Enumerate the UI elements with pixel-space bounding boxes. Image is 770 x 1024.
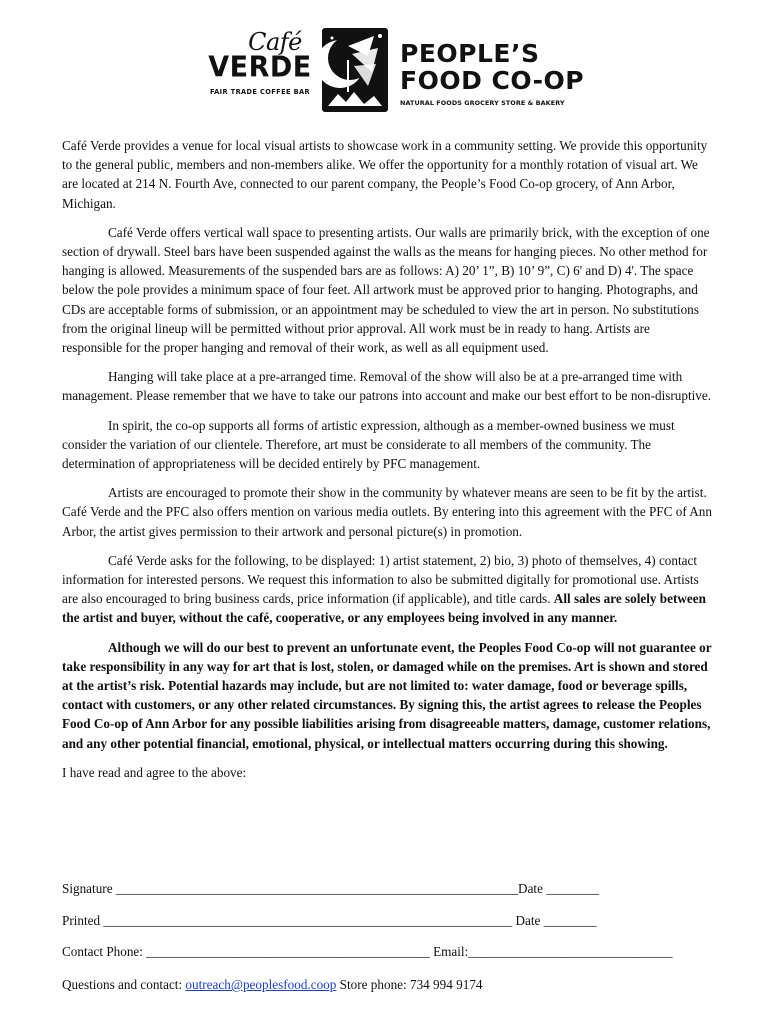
document-body bbox=[62, 136, 712, 792]
agreement-statement: I have read and agree to the above: bbox=[62, 764, 247, 780]
contact-fields[interactable]: Contact Phone: ___________________________________________ Email:_______________________________ bbox=[62, 944, 673, 959]
paragraph-appropriateness: In spirit, the co-op supports all forms of artistic expression, although as a member-owned business we must consider the variation of our clientele. Therefore, art must be considerate to all members of the community. The determination of appropriateness will be decided entirely by PFC management. bbox=[62, 417, 675, 472]
paragraph-wall-space: Café Verde offers vertical wall space to presenting artists. Our walls are primarily brick, with the exception of one section of drywall. Steel bars have been suspended against the walls as the means for hanging pieces. No other method for hanging is allowed. Measurements of the suspended bars are as follows: A) 20’ 1”, B) 10’ 9”, C) 6' and D) 4'. The space below the pole provides a minimum space of four feet. All artwork must be approved prior to hanging. Photographs, and CDs are acceptable forms of submission, or an appointment may be scheduled to view the art in person. No substitutions from the original lineup will be permitted without prior approval. All work must be in ready to hang. Artists are responsible for the proper hanging and removal of their work, as well as all equipment used. bbox=[62, 224, 710, 356]
peoples-food-coop-line1: PEOPLE’S bbox=[400, 39, 540, 68]
footer-prefix: Questions and contact: bbox=[62, 977, 186, 992]
paragraph-hanging: Hanging will take place at a pre-arranged time. Removal of the show will also be at a pre-arranged time with management. Please remember that we have to take our patrons into account and make our best effort to be non-disruptive. bbox=[62, 369, 712, 404]
peoples-food-coop-tagline: NATURAL FOODS GROCERY STORE & BAKERY bbox=[400, 99, 565, 107]
peoples-food-coop-logo bbox=[400, 39, 585, 107]
email-link[interactable]: outreach@peoplesfood.coop bbox=[185, 977, 337, 992]
cafe-verde-logo-verde: VERDE bbox=[208, 51, 312, 84]
paragraph-requirements bbox=[62, 551, 712, 628]
letterhead bbox=[200, 26, 585, 114]
printed-name-field[interactable]: Printed ______________________________________________________________ Date ________ bbox=[62, 913, 597, 928]
paragraph-promotion: Artists are encouraged to promote their show in the community by whatever means are seen to be fit by the artist. Café Verde and the PFC also offers mention on various media outlets. By entering into this agreement with the PFC of Ann Arbor, the artist gives permission to their artwork and personal picture(s) in promotion. bbox=[62, 485, 712, 539]
paragraph-intro: Café Verde provides a venue for local visual artists to showcase work in a community setting. We provide this opportunity to the general public, members and non-members alike. We offer the opportunity for a monthly rotation of visual art. We are located at 214 N. Fourth Ave, connected to our parent company, the People’s Food Co-op grocery, of Ann Arbor, Michigan. bbox=[62, 138, 708, 211]
footer-contact bbox=[62, 977, 483, 993]
store-phone: Store phone: 734 994 9174 bbox=[336, 977, 483, 992]
cafe-verde-logo-cafe: Café bbox=[248, 28, 302, 56]
sales-disclaimer: All sales are solely between the artist and buyer, without the café, cooperative, or any employees being involved in any manner. bbox=[62, 591, 706, 626]
co-op-emblem-icon bbox=[318, 26, 392, 114]
peoples-food-coop-line2: FOOD CO-OP bbox=[400, 66, 585, 95]
signature-field[interactable]: Signature _____________________________________________________________Date ________ bbox=[62, 881, 599, 896]
cafe-verde-logo bbox=[205, 30, 315, 96]
cafe-verde-tagline: FAIR TRADE COFFEE BAR bbox=[210, 88, 310, 96]
paragraph-liability: Although we will do our best to prevent an unfortunate event, the Peoples Food Co-op will not guarantee or take responsibility in any way for art that is lost, stolen, or damaged while on the premises. Art is shown and stored at the artist’s risk. Potential hazards may include, but are not limited to: water damage, food or beverage spills, contact with customers, or any other related circumstances. By signing this, the artist agrees to release the Peoples Food Co-op of Ann Arbor for any possible liabilities arising from disagreeable matters, damage, customer relations, and any other potential financial, emotional, physical, or intellectual matters occurring during this showing. bbox=[62, 639, 712, 751]
requirements-text: Café Verde asks for the following, to be displayed: 1) artist statement, 2) bio, 3) photo of themselves, 4) contact information for interested persons. We request this information to also be submitted digitally for promotional use. Artists are also encouraged to bring business cards, price information (if applicable), and title cards. bbox=[62, 552, 699, 607]
